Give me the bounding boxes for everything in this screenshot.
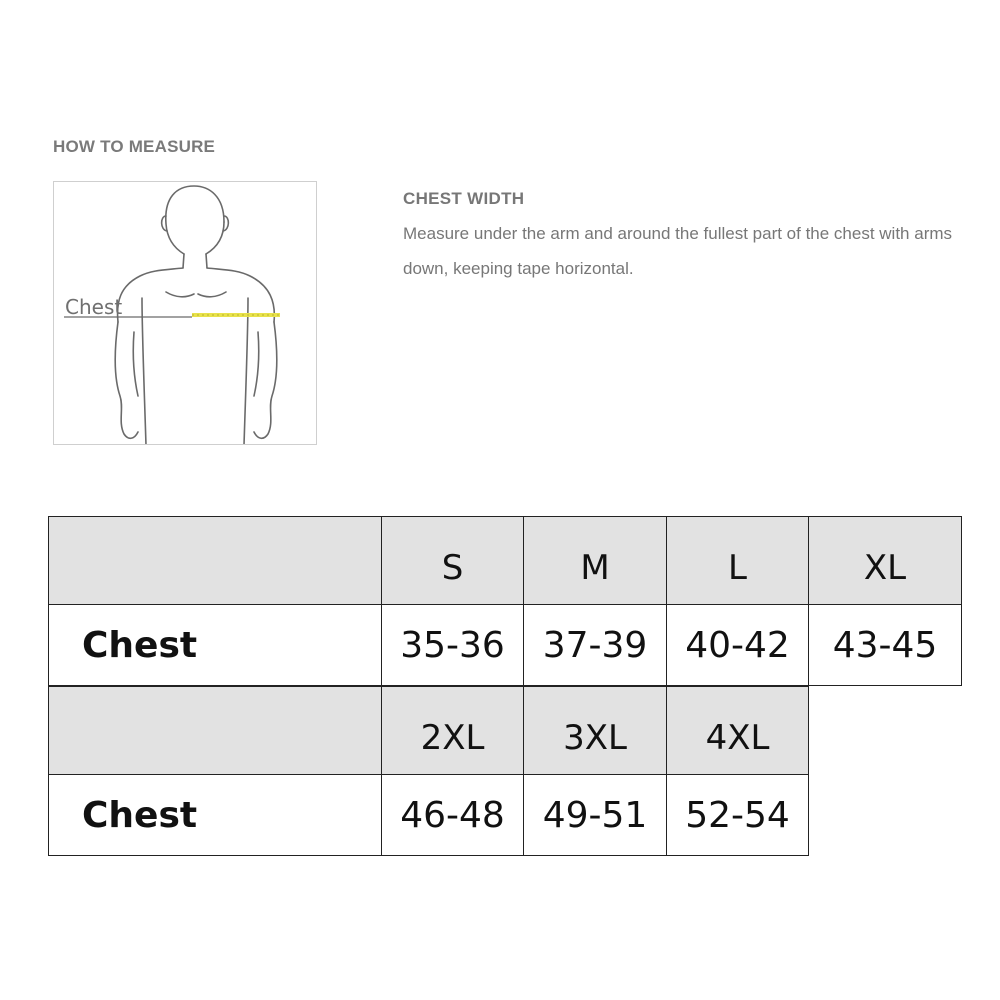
size-table-block-2	[48, 686, 809, 856]
chest-value-cell: 35-36	[382, 605, 524, 686]
chest-value-cell: 46-48	[382, 775, 524, 856]
size-table-block-1	[48, 516, 962, 686]
size-header-cell: S	[382, 517, 524, 605]
size-header-row	[49, 687, 809, 775]
measurement-description: Measure under the arm and around the fullest part of the chest with arms down, keeping tape horizontal.	[403, 224, 953, 278]
row-label-chest: Chest	[49, 775, 382, 856]
chest-value-cell: 49-51	[524, 775, 667, 856]
how-to-measure-title: HOW TO MEASURE	[53, 137, 216, 156]
size-header-cell: XL	[809, 517, 962, 605]
chest-value-cell: 40-42	[667, 605, 809, 686]
measurement-title: CHEST WIDTH	[403, 189, 525, 208]
chest-values-row	[49, 605, 962, 686]
size-header-row	[49, 517, 962, 605]
size-header-cell: 2XL	[382, 687, 524, 775]
chest-value-cell: 52-54	[667, 775, 809, 856]
header-blank-cell	[49, 517, 382, 605]
size-header-cell: M	[524, 517, 667, 605]
row-label-chest: Chest	[49, 605, 382, 686]
measurement-figure	[53, 181, 317, 445]
size-header-cell: 3XL	[524, 687, 667, 775]
size-header-cell: L	[667, 517, 809, 605]
chest-values-row	[49, 775, 809, 856]
header-blank-cell	[49, 687, 382, 775]
size-header-cell: 4XL	[667, 687, 809, 775]
head-outline	[166, 186, 224, 254]
chest-value-cell: 43-45	[809, 605, 962, 686]
chest-figure-label: Chest	[65, 295, 123, 319]
chest-value-cell: 37-39	[524, 605, 667, 686]
